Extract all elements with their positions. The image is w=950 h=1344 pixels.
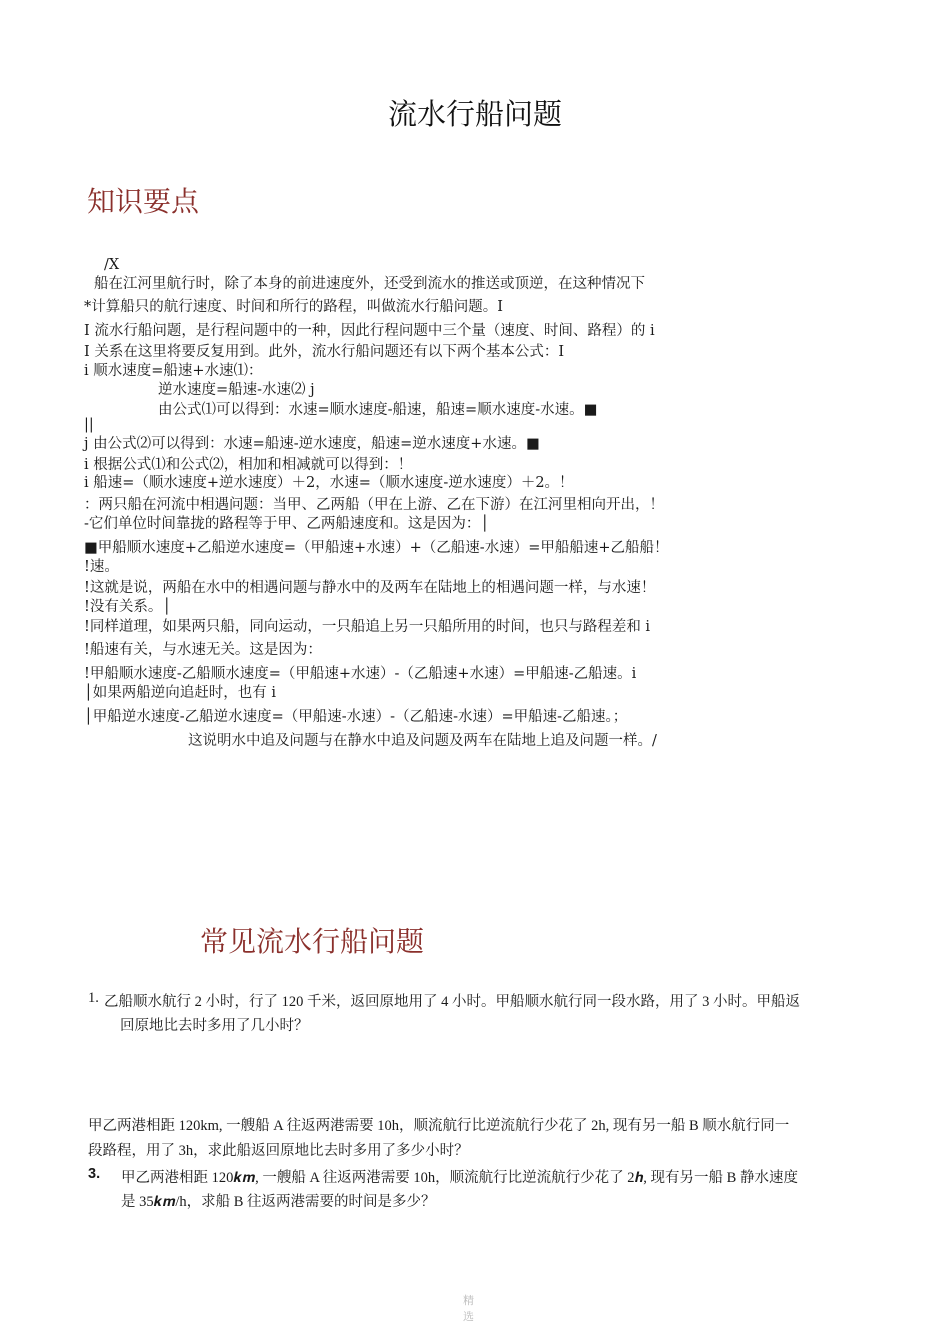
text-line: !同样道理，如果两只船，同向运动，一只船追上另一只船所用的时间，也只与路程差和 i bbox=[84, 619, 651, 635]
question-text: 甲乙两港相距 120km, 一艘船 A 往返两港需要 10h，顺流航行比逆流航行少花了 2h, 现有另一船 B 顺水航行同一 bbox=[88, 1118, 790, 1134]
question-text: 甲乙两港相距 120𝒌𝒎, 一艘船 A 往返两港需要 10h，顺流航行比逆流航行少花了 2𝒉, 现有另一船 B 静水速度 bbox=[121, 1170, 798, 1186]
text-line: || bbox=[84, 417, 94, 433]
text-line: 逆水速度=船速-水速⑵ j bbox=[158, 382, 315, 398]
question-text: 段路程，用了 3h，求此船返回原地比去时多用了多少小时？ bbox=[88, 1143, 469, 1159]
text-line: │甲船逆水速度-乙船逆水速度=（甲船速-水速）-（乙船速-水速）=甲船速-乙船速。； bbox=[84, 709, 628, 725]
text-line: !没有关系。│ bbox=[84, 599, 172, 615]
text-line: I 流水行船问题，是行程问题中的一种，因此行程问题中三个量（速度、时间、路程）的 i bbox=[84, 323, 655, 339]
footer-mark: 选 bbox=[463, 1310, 474, 1323]
page-title: 流水行船问题 bbox=[387, 97, 562, 131]
question-number: 1. bbox=[88, 990, 99, 1006]
text-line: -它们单位时间靠拢的路程等于甲、乙两船速度和。这是因为：│ bbox=[84, 516, 490, 532]
text-line: !甲船顺水速度-乙船顺水速度=（甲船速+水速）-（乙船速+水速）=甲船速-乙船速。i bbox=[84, 666, 637, 682]
text-line: i 船速=（顺水速度+逆水速度）＋2，水速=（顺水速度-逆水速度）＋2。！ bbox=[84, 475, 574, 491]
text-line: j 由公式⑵可以得到：水速=船速-逆水速度，船速=逆水速度+水速。■ bbox=[84, 436, 540, 452]
text-line: !船速有关，与水速无关。这是因为： bbox=[84, 642, 322, 658]
text-line: I 关系在这里将要反复用到。此外，流水行船问题还有以下两个基本公式：I bbox=[84, 344, 565, 360]
question-text: 乙船顺水航行 2 小时，行了 120 千米，返回原地用了 4 小时。甲船顺水航行同一段水路，用了 3 小时。甲船返 bbox=[104, 994, 800, 1010]
question-text: 是 35𝒌𝒎/h，求船 B 往返两港需要的时间是多少？ bbox=[121, 1194, 436, 1210]
text-line: 这说明水中追及问题与在静水中追及问题及两车在陆地上追及问题一样。/ bbox=[188, 733, 657, 749]
text-line: 船在江河里航行时，除了本身的前进速度外，还受到流水的推送或顶逆，在这种情况下 bbox=[94, 276, 645, 292]
question-number: 3. bbox=[88, 1166, 101, 1182]
question-text: 回原地比去时多用了几小时？ bbox=[120, 1018, 309, 1034]
text-line: 由公式⑴可以得到：水速=顺水速度-船速，船速=顺水速度-水速。■ bbox=[158, 402, 598, 418]
footer-mark: 精 bbox=[463, 1294, 474, 1307]
section-heading-common-problems: 常见流水行船问题 bbox=[200, 925, 425, 958]
text-line: i 根据公式⑴和公式⑵，相加和相减就可以得到：！ bbox=[84, 457, 413, 473]
text-line: !这就是说，两船在水中的相遇问题与静水中的及两车在陆地上的相遇问题一样，与水速！ bbox=[84, 580, 656, 596]
text-line: ■甲船顺水速度+乙船逆水速度=（甲船速+水速）+（乙船速-水速）=甲船船速+乙船船！ bbox=[84, 540, 669, 556]
text-line: │如果两船逆向追赶时，也有 i bbox=[84, 685, 276, 701]
text-line: /X bbox=[104, 257, 120, 273]
section-heading-knowledge: 知识要点 bbox=[87, 185, 200, 218]
text-line: i 顺水速度=船速+水速⑴： bbox=[84, 363, 263, 379]
text-line: *计算船只的航行速度、时间和所行的路程，叫做流水行船问题。I bbox=[84, 299, 503, 315]
text-line: !速。 bbox=[84, 559, 119, 575]
text-line: ：两只船在河流中相遇问题：当甲、乙两船（甲在上游、乙在下游）在江河里相向开出，！ bbox=[84, 497, 664, 513]
